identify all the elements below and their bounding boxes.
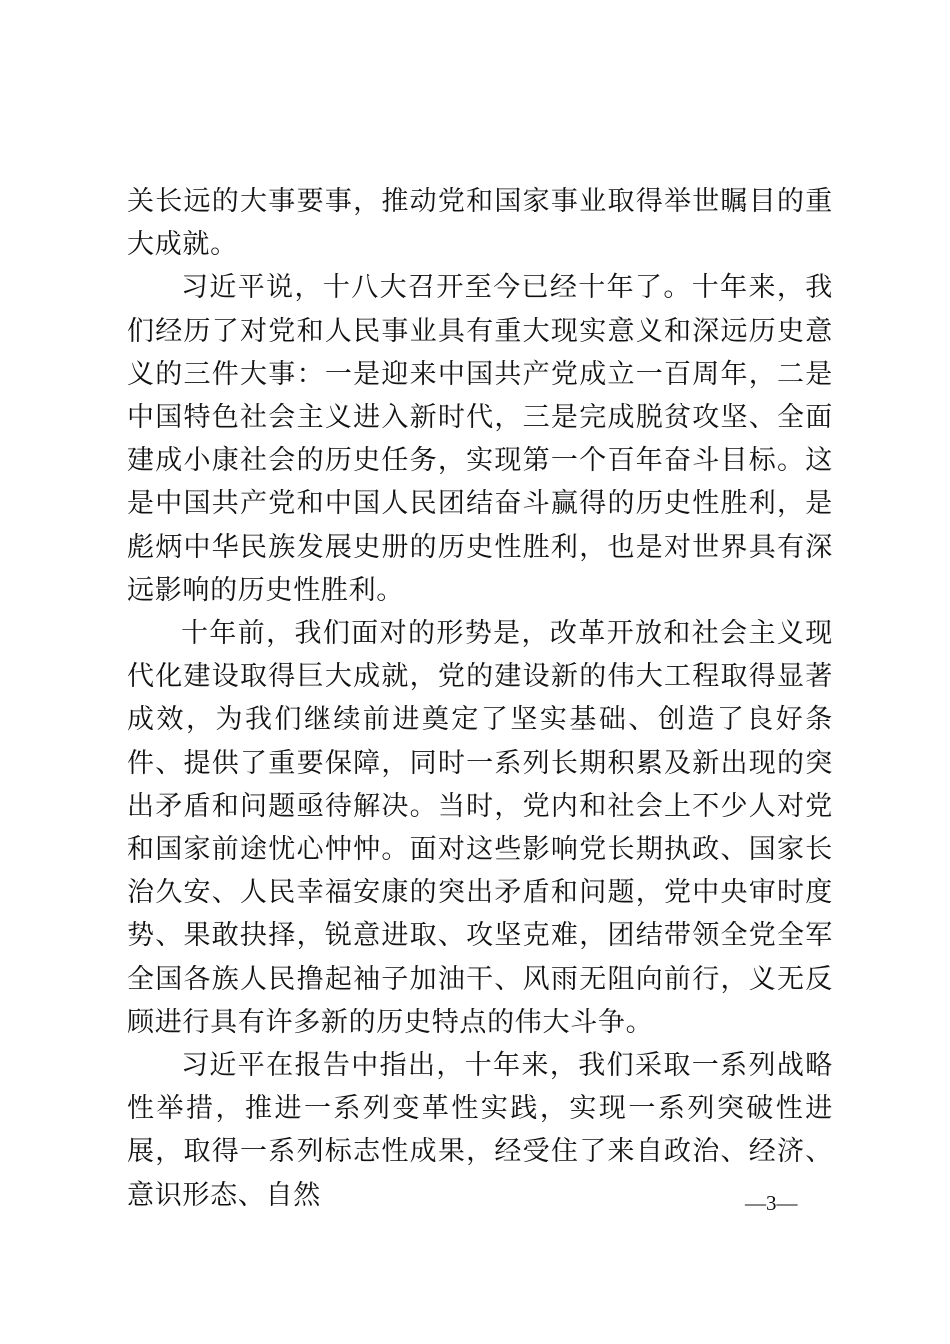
paragraph-ten-years: 习近平说，十八大召开至今已经十年了。十年来，我们经历了对党和人民事业具有重大现实意义和深远历史意义的三件大事：一是迎来中国共产党成立一百周年，二是中国特色社会主义进入新时代，三是完成脱贫攻坚、全面建成小康社会的历史任务，实现第一个百年奋斗目标。这是中国共产党和中国人民团结奋斗赢得的历史性胜利，是彪炳中华民族发展史册的历史性胜利，也是对世界具有深远影响的历史性胜利。 — [127, 272, 833, 606]
paragraph-situation: 十年前，我们面对的形势是，改革开放和社会主义现代化建设取得巨大成就，党的建设新的伟大工程取得显著成效，为我们继续前进奠定了坚实基础、创造了良好条件、提供了重要保障，同时一系列长期积累及新出现的突出矛盾和问题亟待解决。当时，党内和社会上不少人对党和国家前途忧心忡忡。面对这些影响党长期执政、国家长治久安、人民幸福安康的突出矛盾和问题，党中央审时度势、果敢抉择，锐意进取、攻坚克难，团结带领全党全军全国各族人民撸起袖子加油干、风雨无阻向前行，义无反顾进行具有许多新的历史特点的伟大斗争。 — [127, 618, 833, 1038]
paragraph-continuation: 关长远的大事要事，推动党和国家事业取得举世瞩目的重大成就。 — [127, 186, 833, 261]
body-text — [127, 180, 833, 1217]
paragraph-report: 习近平在报告中指出，十年来，我们采取一系列战略性举措，推进一系列变革性实践，实现一系列突破性进展，取得一系列标志性成果，经受住了来自政治、经济、意识形态、自然 — [127, 1050, 833, 1211]
page-number: —3— — [745, 1191, 798, 1215]
